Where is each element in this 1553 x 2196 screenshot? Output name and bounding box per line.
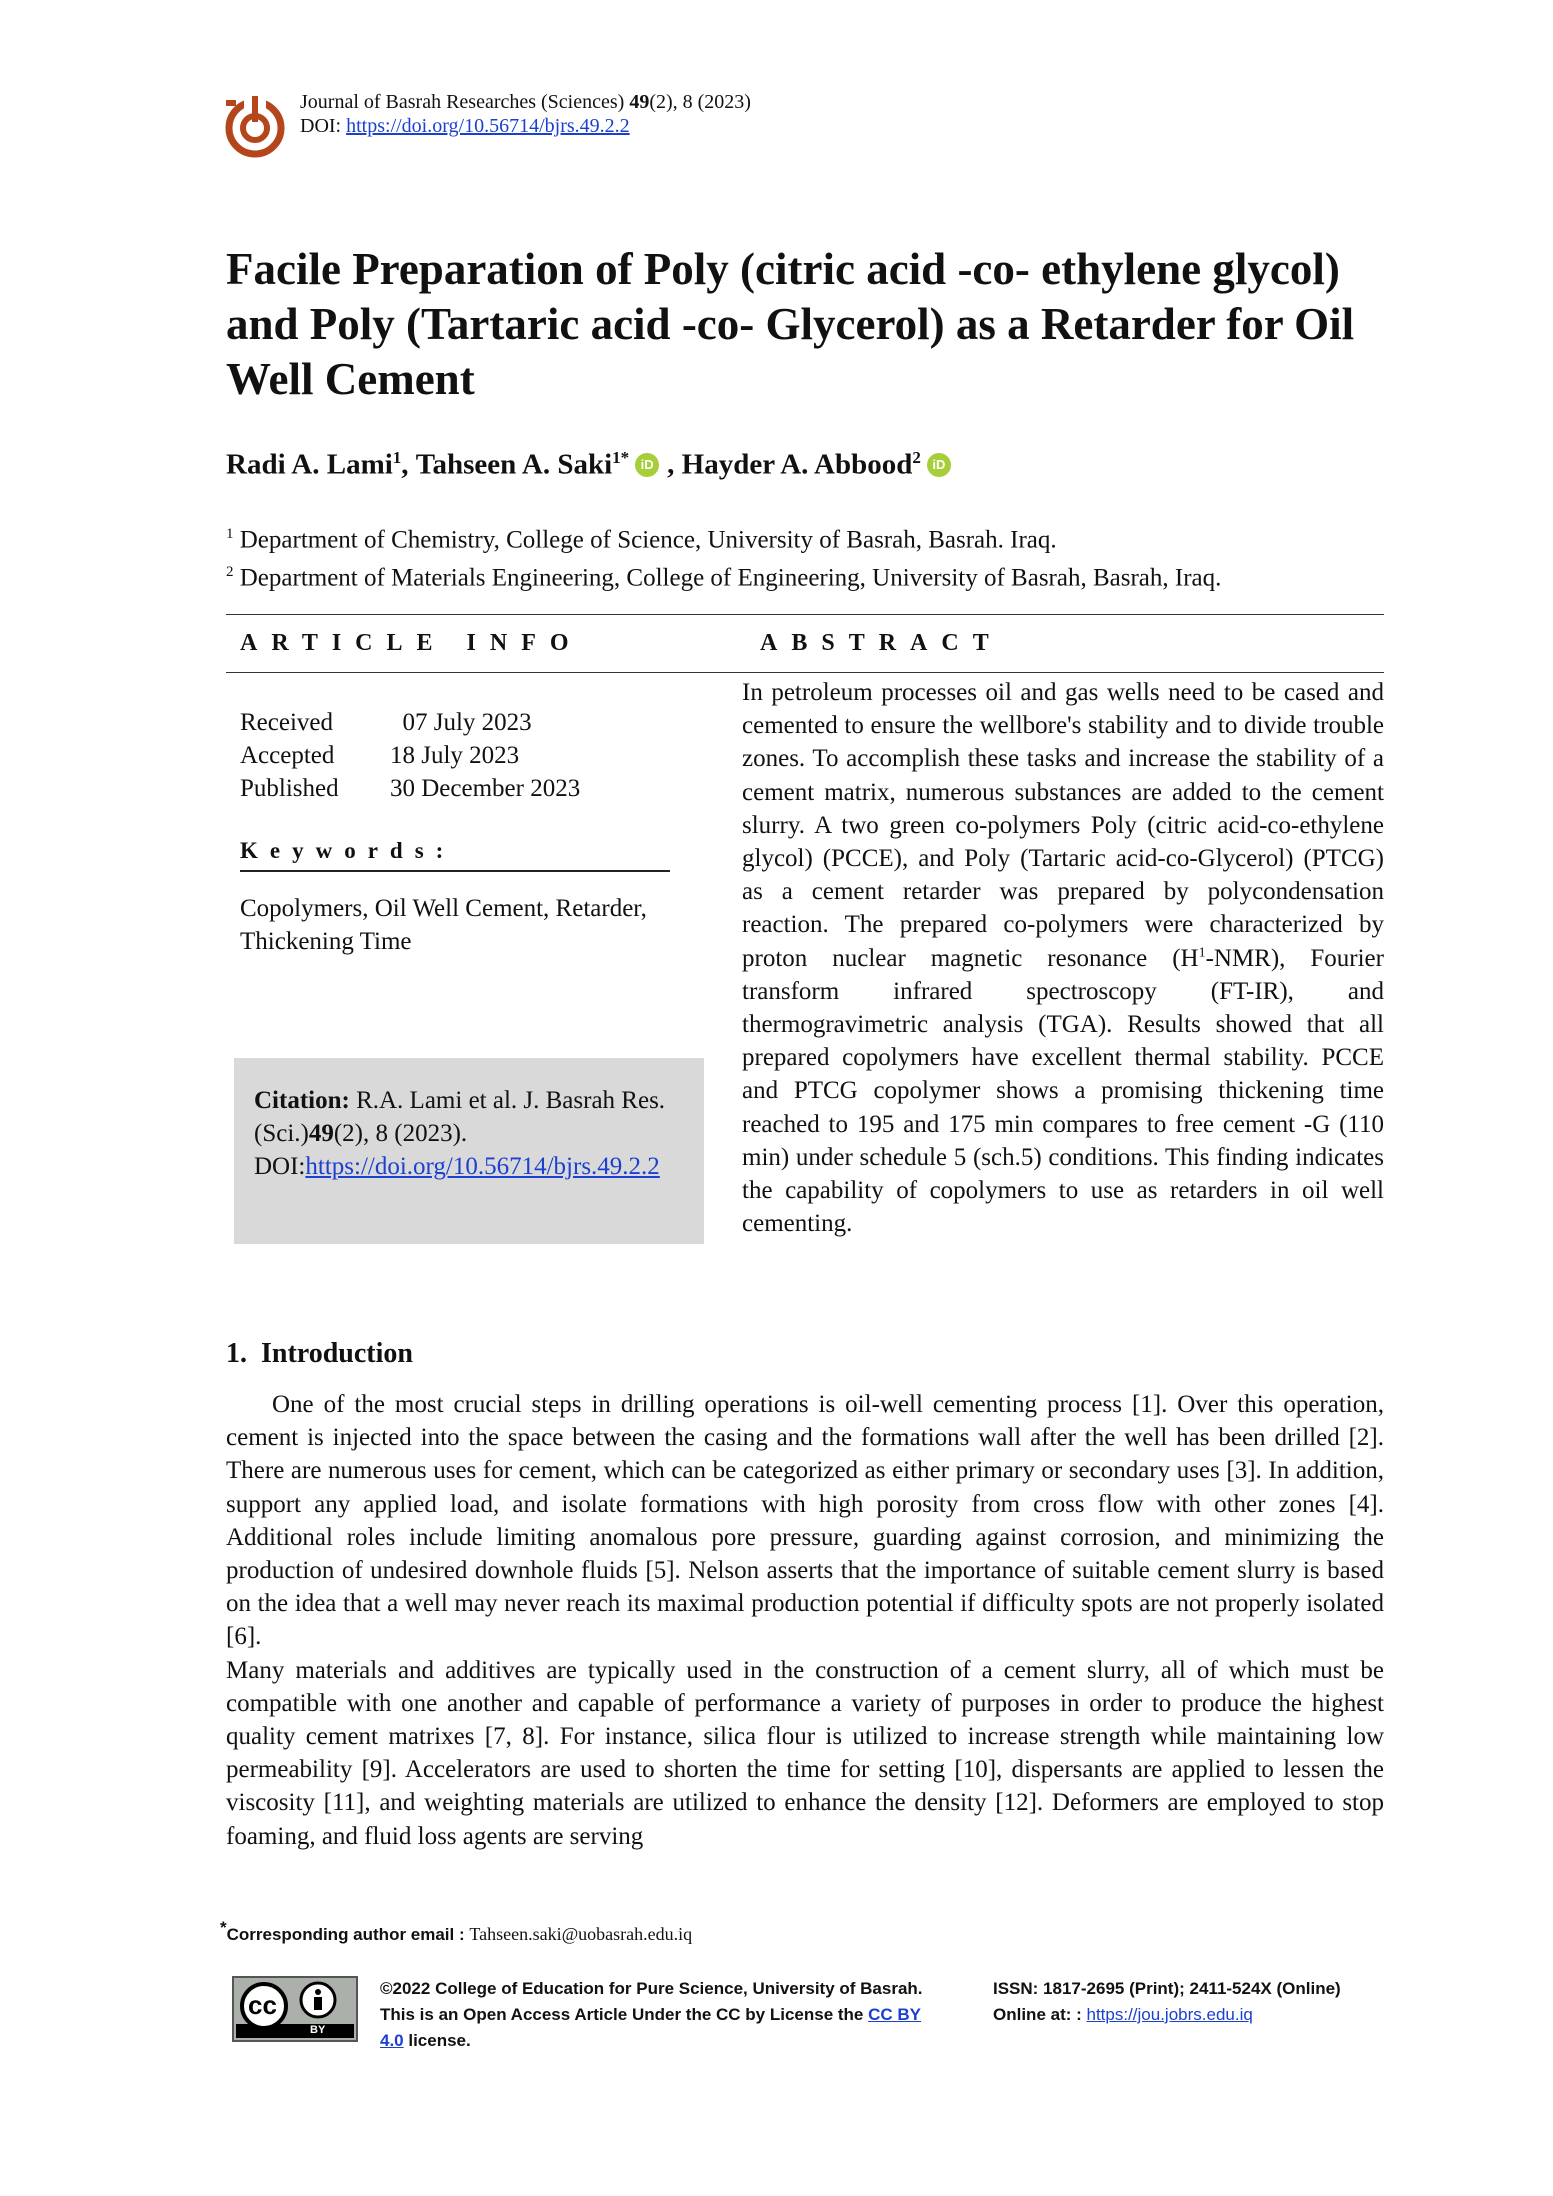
license-block (232, 1976, 940, 2054)
journal-logo-icon (222, 92, 288, 158)
affiliation-2: $^2$ Department of Materials Engineering, College of Engineering, University of Basrah, Basrah, Iraq. (226, 564, 1222, 592)
divider (240, 870, 670, 872)
doi-link[interactable]: https://doi.org/10.56714/bjrs.49.2.2 (346, 115, 630, 137)
journal-header (222, 90, 751, 158)
keywords: Copolymers, Oil Well Cement, Retarder, Thickening Time (240, 895, 647, 955)
journal-info (300, 90, 751, 138)
citation-box: Citation: R.A. Lami et al. J. Basrah Res. (Sci.)49(2), 8 (2023). DOI:https://doi.org/10.56714/bjrs.49.2.2 (234, 1058, 704, 1244)
keywords-heading: Keywords: (240, 838, 456, 863)
corresponding-author: *Corresponding author email : Tahseen.saki@uobasrah.edu.iq (220, 1918, 693, 1944)
abstract-text: In petroleum processes oil and gas wells need to be cased and cemented to ensure the wellbore's stability and to divide trouble zones. To accomplish these tasks and increase the stability of a cement matrix, numerous substances are added to the cement slurry. A two green co-polymers Poly (citric acid-co-ethylene glycol) (PCCE), and Poly (Tartaric acid-co-Glycerol) (PTCG) as a cement retarder was prepared by polycondensation reaction. The prepared co-polymers were characterized by proton nuclear magnetic resonance $(H^1-NMR)$, Fourier transform infrared spectroscopy (FT-IR), and thermogravimetric analysis (TGA). Results showed that all prepared copolymers have excellent thermal stability. PCCE and PTCG copolymer shows a promising thickening time reached to 195 and 175 min compares to free cement -G (110 min) under schedule 5 (sch.5) conditions. This finding indicates the capability of copolymers to use as retarders in oil well cementing. (742, 679, 1384, 1238)
cc-by-license-icon[interactable]: cc BY (232, 1976, 358, 2042)
article-dates (240, 706, 580, 805)
article-info-heading: ARTICLE INFO (240, 630, 583, 656)
date-received: Received 07 July 2023 (240, 709, 532, 736)
date-accepted: Accepted 18 July 2023 (240, 742, 520, 769)
paragraph: Many materials and additives are typically used in the construction of a cement slurry, all of which must be compatible with one another and capable of performance a variety of purposes in order to produce the highest quality cement matrixes [7, 8]. For instance, silica flour is utilized to increase strength while maintaining low permeability [9]. Accelerators are used to shorten the time for setting [10], dispersants are applied to lessen the viscosity [11], and weighting materials are utilized to enhance the density [12]. Deformers are employed to stop foaming, and fluid loss agents are serving (226, 1656, 1384, 1850)
paper-title: Facile Preparation of Poly (citric acid -co- ethylene glycol) and Poly (Tartaric acid -co- Glycerol) as a Retarder for Oil Well Cement (226, 244, 1355, 404)
affiliation-1: $^1$ Department of Chemistry, College of Science, University of Basrah, Basrah. Iraq. (226, 526, 1057, 554)
citation-doi-link[interactable]: https://doi.org/10.56714/bjrs.49.2.2 (305, 1153, 660, 1180)
affiliations (226, 518, 1221, 595)
journal-website-link[interactable]: https://jou.jobrs.edu.iq (1086, 2005, 1253, 2024)
abstract-heading: ABSTRACT (760, 630, 1003, 656)
introduction-body (226, 1388, 1384, 1853)
journal-citation-line: Journal of Basrah Researches (Sciences) 49(2), 8 (2023) (300, 91, 751, 113)
section-heading: 1. Introduction (226, 1338, 413, 1369)
issn-text: ISSN: 1817-2695 (Print); 2411-524X (Online) (993, 1979, 1341, 1998)
paragraph: One of the most crucial steps in drilling operations is oil-well cementing process [1]. Over this operation, cement is injected into the space between the casing and the formations wall after the well has been drilled [2]. There are numerous uses for cement, which can be categorized as either primary or secondary uses [3]. In addition, support any applied load, and isolate formations with high porosity from cross flow with other zones [4]. Additional roles include limiting anomalous pore pressure, guarding against corrosion, and minimizing the production of undesired downhole fluids [5]. Nelson asserts that the importance of suitable cement slurry is based on the idea that a well may never reach its maximal production potential if difficulty spots are not properly isolated [6]. (226, 1391, 1384, 1651)
divider (226, 672, 1384, 673)
author-1: Radi A. Lami$^1$, (226, 448, 409, 481)
divider (226, 614, 1384, 615)
author-3: Hayder A. Abbood$^2$ (681, 448, 921, 481)
author-2: Tahseen A. Saki$^{1*}$ (415, 448, 630, 481)
online-at: Online at: : https://jou.jobrs.edu.iq (993, 2005, 1253, 2024)
author-list: Radi A. Lami$^1$, Tahseen A. Saki$^{1*}$ iD , Hayder A. Abbood$^2$ iD (226, 448, 959, 482)
cc-by-link[interactable]: CC BY 4.0 (380, 2005, 922, 2050)
license-text: ©2022 College of Education for Pure Science, University of Basrah. This is an Open Access Article Under the CC by License the CC BY 4.0 license. (380, 1979, 923, 2050)
orcid-icon[interactable]: iD (927, 453, 951, 477)
orcid-icon[interactable]: iD (635, 453, 659, 477)
date-published: Published 30 December 2023 (240, 775, 581, 802)
journal-doi-line: DOI: https://doi.org/10.56714/bjrs.49.2.2 (300, 115, 630, 137)
issn-block (993, 1976, 1341, 2028)
